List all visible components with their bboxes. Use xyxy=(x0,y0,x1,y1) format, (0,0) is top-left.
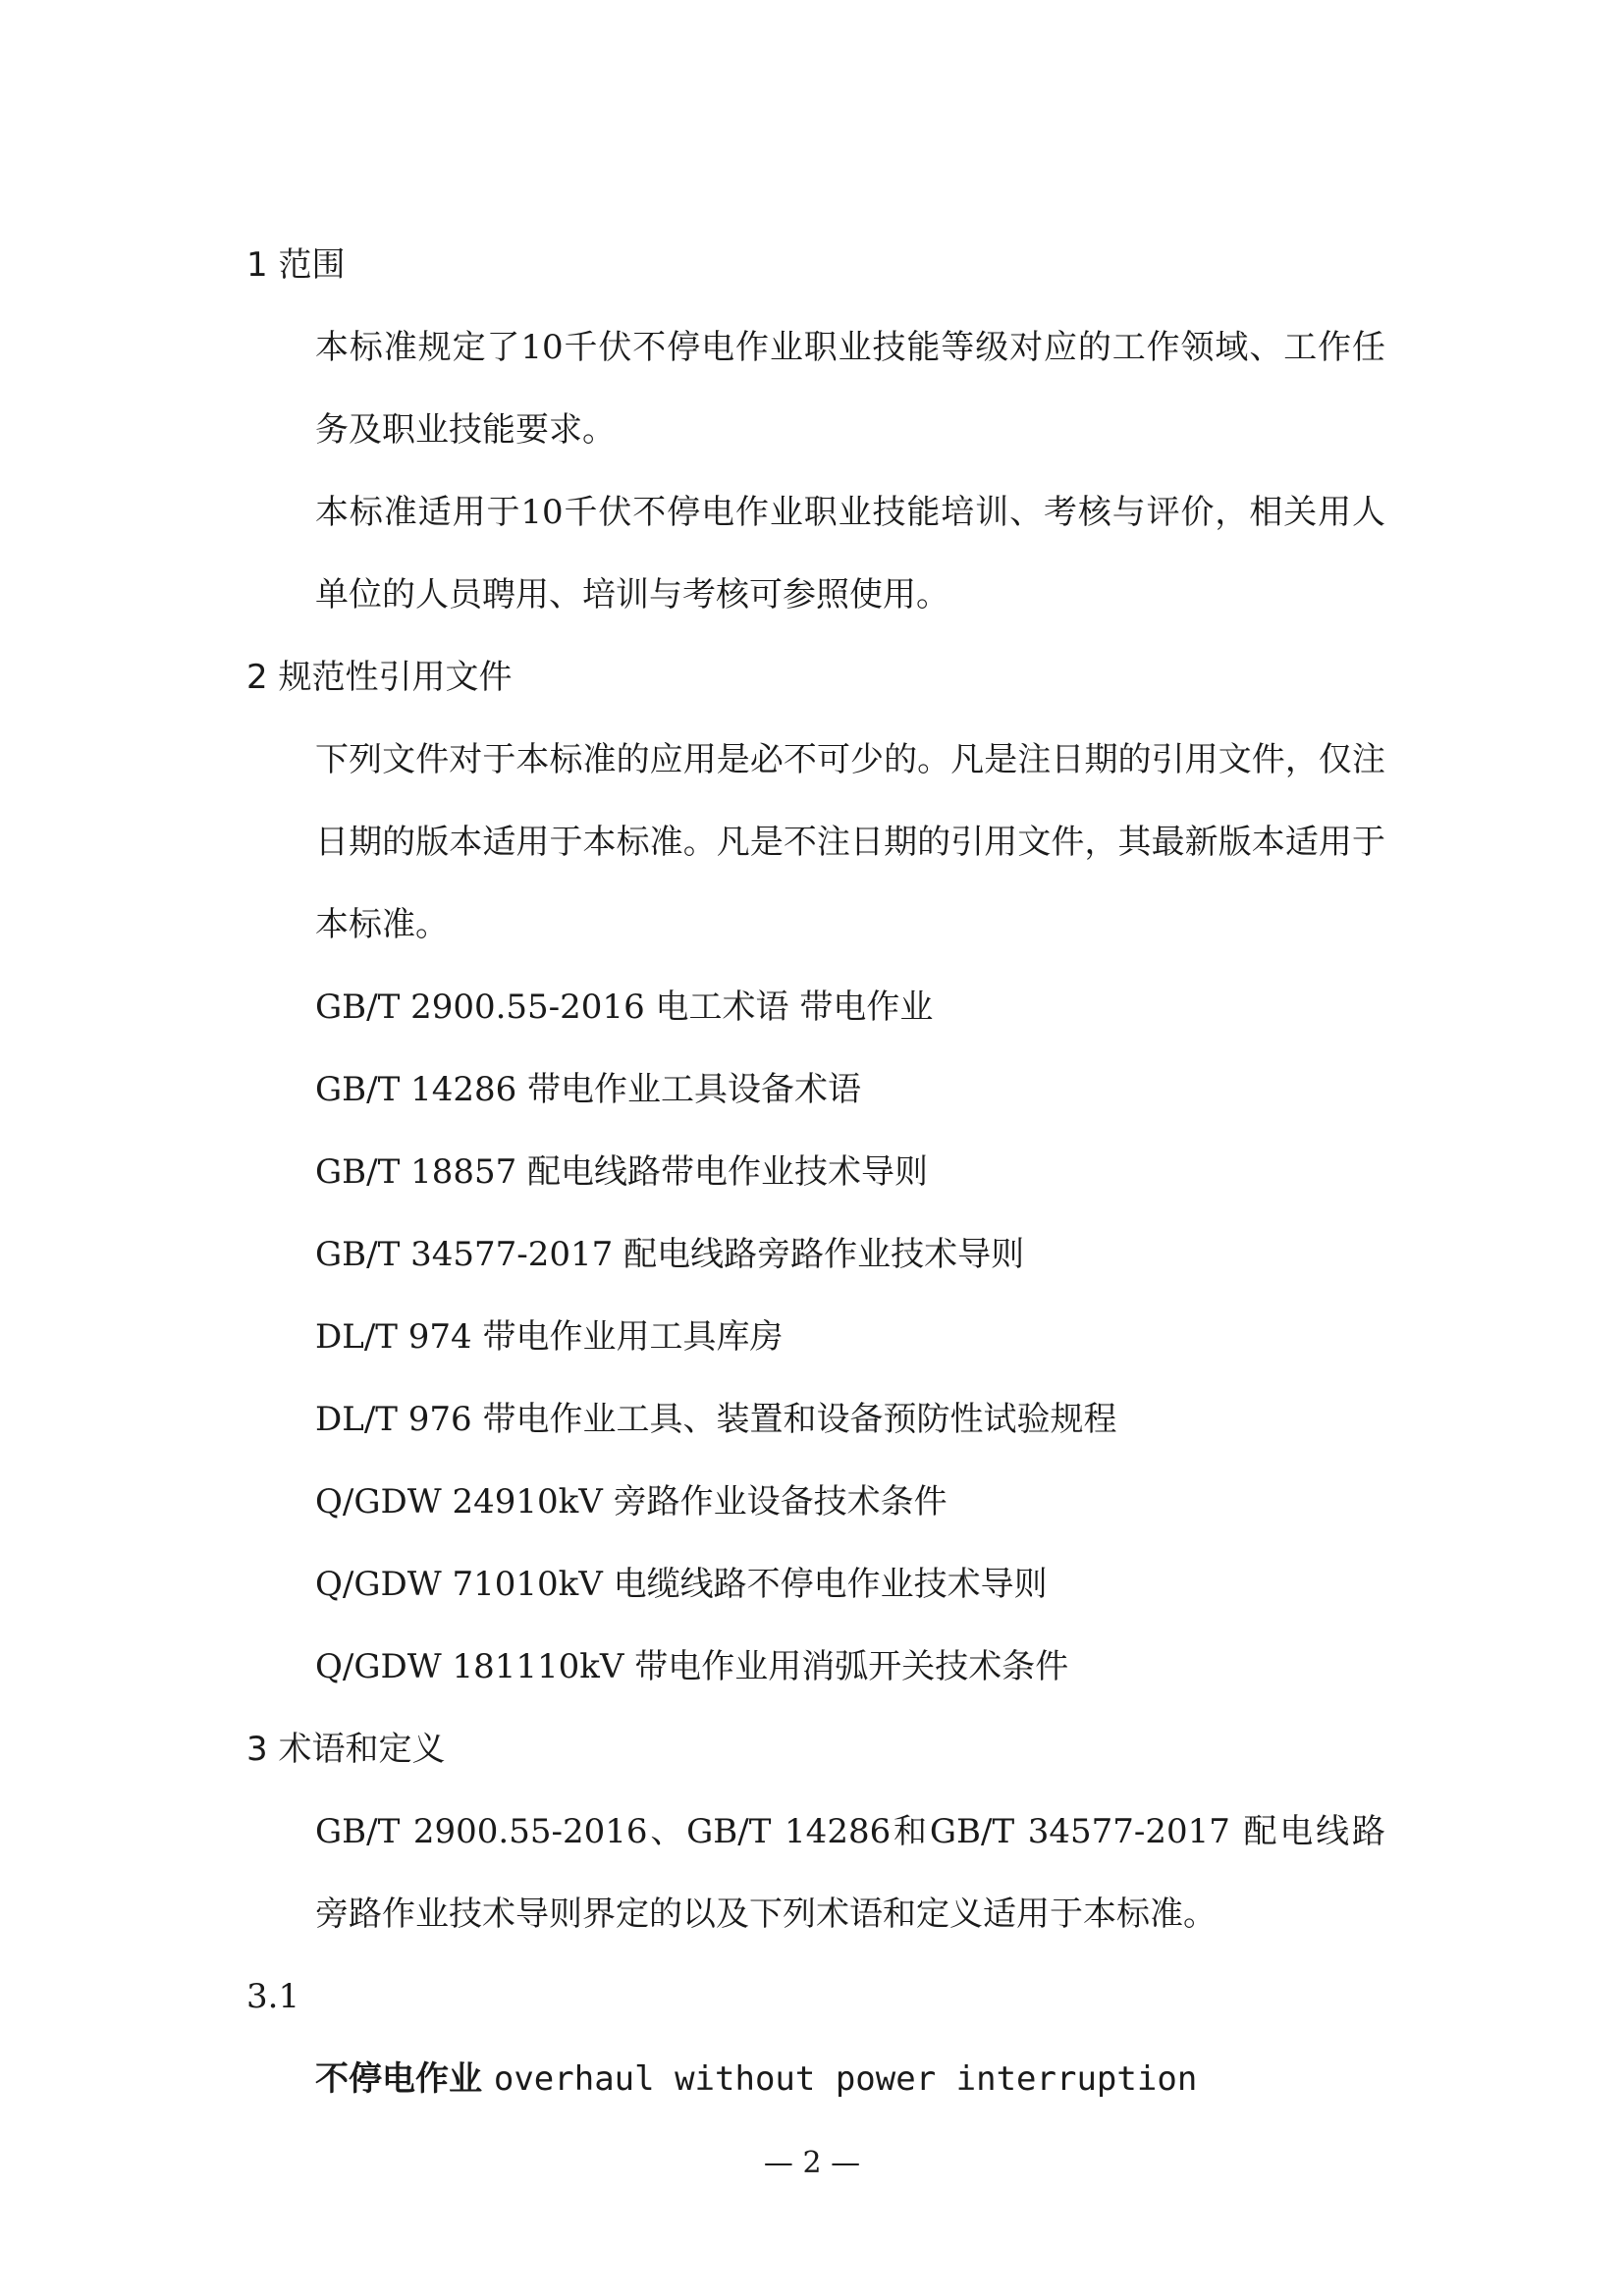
page-number: — 2 — xyxy=(763,2146,861,2180)
term-english: overhaul without power interruption xyxy=(493,2059,1198,2099)
reference-item: Q/GDW 71010kV 电缆线路不停电作业技术导则 xyxy=(315,1565,1048,1604)
scope-paragraph-1: 本标准规定了10千伏不停电作业职业技能等级对应的工作领域、工作任务及职业技能要求。 xyxy=(315,328,1385,450)
reference-item: GB/T 14286 带电作业工具设备术语 xyxy=(315,1070,862,1109)
reference-item: DL/T 976 带电作业工具、装置和设备预防性试验规程 xyxy=(315,1400,1117,1439)
references-intro-paragraph: 下列文件对于本标准的应用是必不可少的。凡是注日期的引用文件，仅注日期的版本适用于本标准。凡是不注日期的引用文件，其最新版本适用于本标准。 xyxy=(315,740,1385,944)
reference-item: Q/GDW 181110kV 带电作业用消弧开关技术条件 xyxy=(315,1647,1069,1686)
term-chinese: 不停电作业 xyxy=(315,2059,482,2099)
scope-paragraph-2: 本标准适用于10千伏不停电作业职业技能培训、考核与评价，相关用人单位的人员聘用、培训与考核可参照使用。 xyxy=(315,493,1385,614)
terms-intro-paragraph: GB/T 2900.55-2016、GB/T 14286和GB/T 34577-2017 配电线路旁路作业技术导则界定的以及下列术语和定义适用于本标准。 xyxy=(315,1812,1385,1934)
page-content xyxy=(246,224,1385,2120)
reference-item: GB/T 34577-2017 配电线路旁路作业技术导则 xyxy=(315,1235,1025,1274)
section-heading-terms-definitions: 3 术语和定义 xyxy=(246,1730,446,1769)
reference-item: DL/T 974 带电作业用工具库房 xyxy=(315,1317,784,1357)
reference-item: Q/GDW 24910kV 旁路作业设备技术条件 xyxy=(315,1482,947,1522)
term-entry xyxy=(246,2038,1385,2120)
section-heading-normative-references: 2 规范性引用文件 xyxy=(246,658,513,697)
reference-item: GB/T 18857 配电线路带电作业技术导则 xyxy=(315,1152,929,1192)
reference-item: GB/T 2900.55-2016 电工术语 带电作业 xyxy=(315,988,934,1027)
section-heading-scope: 1 范围 xyxy=(246,245,346,285)
subsection-number: 3.1 xyxy=(246,1977,300,2016)
